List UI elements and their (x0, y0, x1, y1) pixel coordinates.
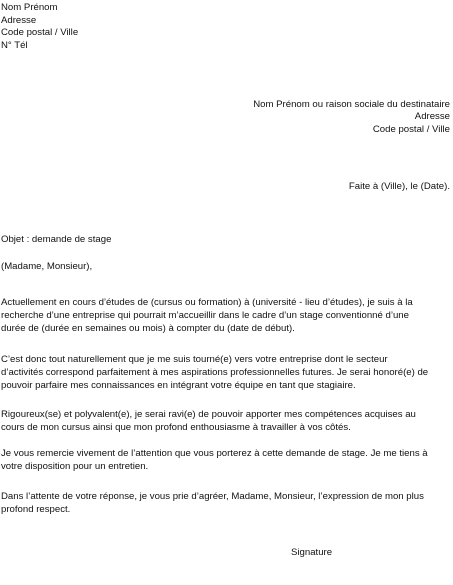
paragraph-line: d’activités correspond parfaitement à mes aspirations professionnelles futures. Je serai honoré(e) de (1, 366, 429, 378)
salutation: (Madame, Monsieur), (1, 261, 93, 272)
recipient-name: Nom Prénom ou raison sociale du destinataire (253, 99, 450, 110)
recipient-block (253, 99, 450, 136)
paragraph-line: Je vous remercie vivement de l’attention que vous porterez à cette demande de stage. Je me tiens à (1, 448, 428, 459)
sender-phone: N° Tél (1, 39, 28, 51)
paragraph-closing (1, 491, 424, 517)
paragraph-line: durée de (durée en semaines ou mois) à compter du (date de début). (1, 322, 295, 334)
paragraph-qualities (1, 409, 416, 435)
sender-name: Nom Prénom (1, 2, 58, 13)
paragraph-motivation (1, 354, 428, 392)
object-line: Objet : demande de stage (1, 234, 112, 245)
paragraph-line: pouvoir parfaire mes connaissances en intégrant votre équipe en tant que stagiaire. (1, 379, 356, 391)
sender-block (1, 2, 78, 52)
paragraph-line: recherche d’une entreprise qui pourrait m’accueillir dans le cadre d’un stage conventionné d’une (1, 309, 409, 321)
paragraph-thanks (1, 448, 428, 474)
paragraph-line: cours de mon cursus ainsi que mon profond enthousiasme à travailler à vos côtés. (1, 421, 351, 433)
paragraph-line: Actuellement en cours d’études de (cursus ou formation) à (université - lieu d’études), je suis à la (1, 297, 413, 308)
sender-postal-city: Code postal / Ville (1, 27, 79, 39)
paragraph-line: Dans l’attente de votre réponse, je vous prie d’agréer, Madame, Monsieur, l’expression de mon plus (1, 491, 424, 502)
date-line: Faite à (Ville), le (Date). (348, 181, 450, 192)
recipient-postal-city: Code postal / Ville (372, 123, 450, 135)
paragraph-intro (1, 297, 413, 335)
signature: Signature (291, 547, 333, 558)
recipient-address: Adresse (414, 111, 450, 123)
paragraph-line: Rigoureux(se) et polyvalent(e), je serai ravi(e) de pouvoir apporter mes compétences acquises au (1, 409, 416, 420)
paragraph-line: C’est donc tout naturellement que je me suis tourné(e) vers votre entreprise dont le secteur (1, 354, 388, 365)
paragraph-line: profond respect. (1, 503, 71, 515)
paragraph-line: votre disposition pour un entretien. (1, 460, 149, 472)
sender-address: Adresse (1, 14, 37, 26)
